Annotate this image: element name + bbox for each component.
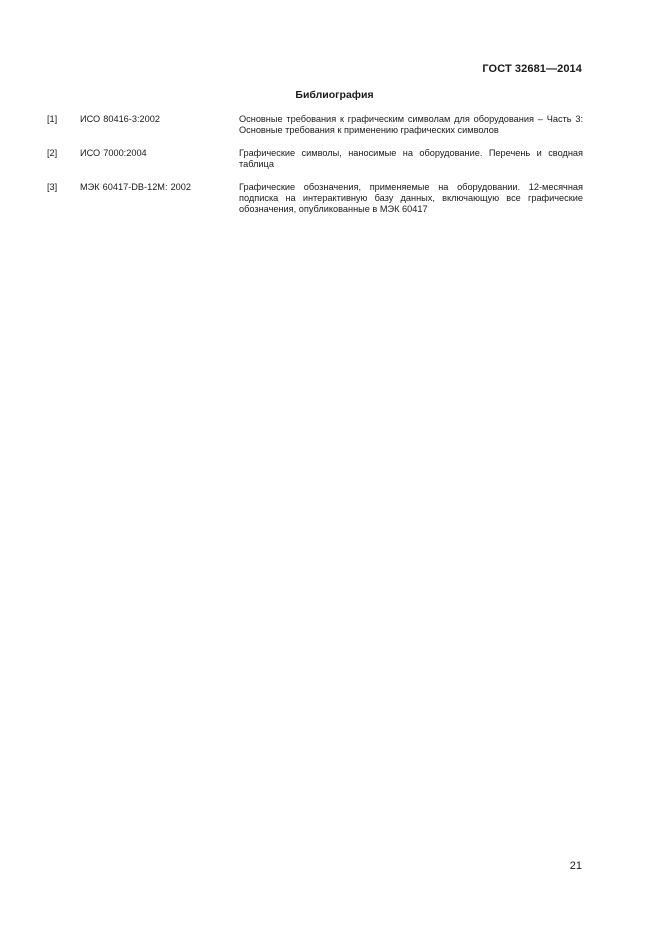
entry-number: [3] (47, 182, 58, 192)
entry-reference: ИСО 80416-3:2002 (80, 114, 160, 124)
page-number: 21 (569, 860, 582, 872)
bibliography-list (47, 114, 583, 227)
entry-number: [2] (47, 148, 58, 158)
bibliography-entry (47, 148, 583, 170)
entry-number: [1] (47, 114, 58, 124)
entry-reference: ИСО 7000:2004 (80, 148, 147, 158)
entry-description: Графические обозначения, применяемые на оборудовании. 12-месячная подписка на интерактивную базу данных, включающую все графические обозначения, опубликованные в МЭК 60417 (239, 182, 583, 214)
entry-description: Основные требования к графическим символам для оборудования – Часть 3: Основные требования к применению графических символов (239, 114, 583, 135)
bibliography-entry (47, 114, 583, 136)
bibliography-entry (47, 182, 583, 215)
bibliography-title: Библиография (295, 89, 374, 101)
entry-description: Графические символы, наносимые на оборудование. Перечень и сводная таблица (239, 148, 583, 169)
document-code-header: ГОСТ 32681—2014 (482, 63, 582, 75)
entry-reference: МЭК 60417-DB-12M: 2002 (80, 182, 192, 192)
